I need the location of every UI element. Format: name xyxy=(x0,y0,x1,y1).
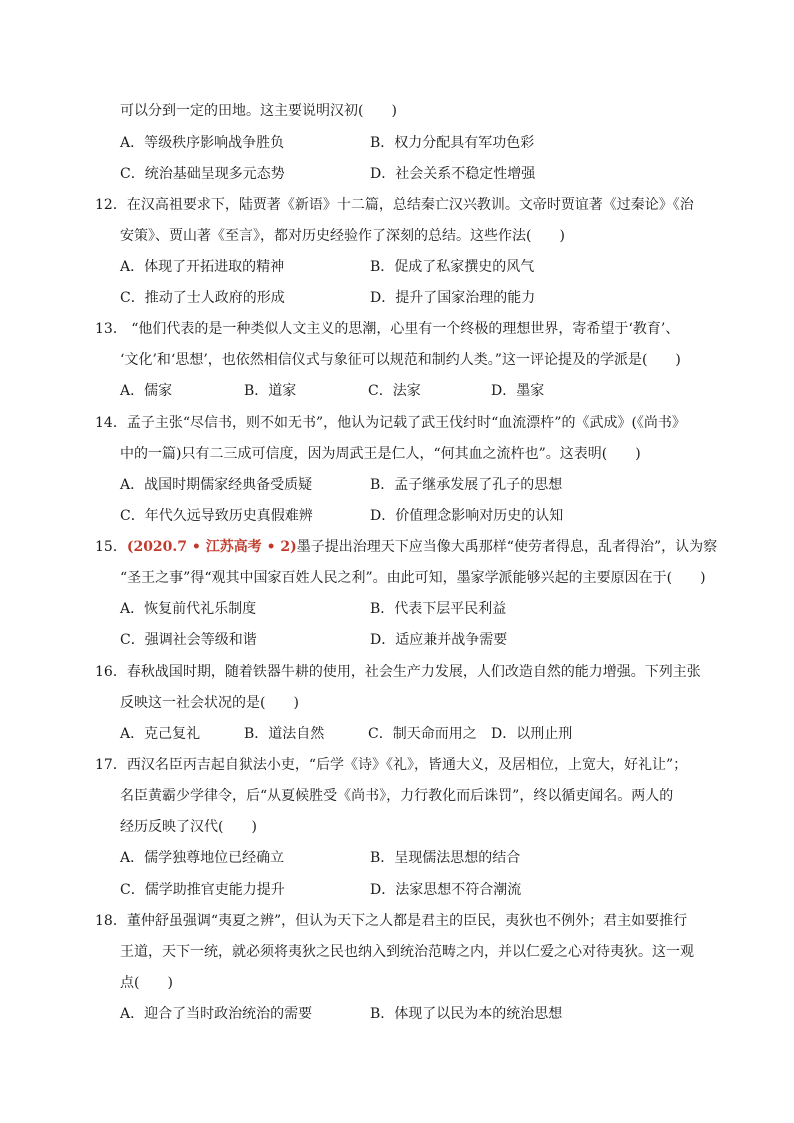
option-d: D．价值理念影响对历史的认知 xyxy=(370,508,564,524)
question-12-stem: 安策》、贾山著《至言》，都对历史经验作了深刻的总结。这些作法( ) xyxy=(120,228,565,244)
question-14-stem: 中的一篇)只有二三成可信度，因为周武王是仁人，“何其血之流杵也”。这表明( ) xyxy=(120,446,641,462)
option-b: B．道法自然 xyxy=(244,726,325,742)
question-18-stem: 王道，天下一统，就必须将夷狄之民也纳入到统治范畴之内，并以仁爱之心对待夷狄。这一观 xyxy=(120,944,694,960)
option-c: C．制天命而用之 xyxy=(368,726,477,742)
option-b: B．权力分配具有军功色彩 xyxy=(370,135,535,151)
question-15-stem: “圣王之事”得“观其中国家百姓人民之利”。由此可知，墨家学派能够兴起的主要原因在于( ) xyxy=(120,570,706,586)
option-a: A．体现了开拓进取的精神 xyxy=(120,259,285,275)
option-d: D．社会关系不稳定性增强 xyxy=(370,166,536,182)
question-16-stem: 16．春秋战国时期，随着铁器牛耕的使用，社会生产力发展，人们改造自然的能力增强。下列主张 xyxy=(95,664,701,680)
question-16-stem: 反映这一社会状况的是( ) xyxy=(120,695,299,711)
option-c: C．法家 xyxy=(368,383,421,399)
option-a: A．恢复前代礼乐制度 xyxy=(120,601,257,617)
option-d: D．以刑止刑 xyxy=(491,726,573,742)
option-d: D．墨家 xyxy=(491,383,545,399)
option-a: A．克己复礼 xyxy=(120,726,201,742)
question-17-stem: 17．西汉名臣丙吉起自狱法小吏，“后学《诗》《礼》，皆通大义，及居相位，上宽大，好礼让”； xyxy=(95,757,688,773)
question-18-stem: 18．董仲舒虽强调“夷夏之辨”，但认为天下之人都是君主的臣民，夷狄也不例外；君主如要推行 xyxy=(95,913,688,929)
option-c: C．年代久远导致历史真假难辨 xyxy=(120,508,313,524)
option-a: A．迎合了当时政治统治的需要 xyxy=(120,1006,313,1022)
option-d: D．法家思想不符合潮流 xyxy=(370,882,522,898)
option-d: D．提升了国家治理的能力 xyxy=(370,290,536,306)
question-15-stem xyxy=(95,537,717,557)
option-b: B．呈现儒法思想的结合 xyxy=(370,850,521,866)
option-a: A．儒学独尊地位已经确立 xyxy=(120,850,285,866)
option-a: A．战国时期儒家经典备受质疑 xyxy=(120,477,313,493)
question-fragment-line: 可以分到一定的田地。这主要说明汉初( ) xyxy=(120,103,397,119)
source-tag: (2020.7 • 江苏高考 • 2) xyxy=(126,539,297,555)
question-13-stem: 13． “他们代表的是一种类似人文主义的思潮，心里有一个终极的理想世界，寄希望于‘教育’、 xyxy=(95,321,680,337)
question-17-stem: 经历反映了汉代( ) xyxy=(120,819,257,835)
question-15-stem-text: 墨子提出治理天下应当像大禹那样“使劳者得息，乱者得治”，认为察 xyxy=(296,539,718,555)
option-c: C．统治基础呈现多元态势 xyxy=(120,166,285,182)
option-c: C．儒学助推官吏能力提升 xyxy=(120,882,285,898)
option-a: A．等级秩序影响战争胜负 xyxy=(120,135,285,151)
question-13-stem: ‘文化’和‘思想’，也依然相信仪式与象征可以规范和制约人类。”这一评论提及的学派是( ) xyxy=(120,352,681,368)
option-b: B．代表下层平民利益 xyxy=(370,601,507,617)
option-b: B．孟子继承发展了孔子的思想 xyxy=(370,477,563,493)
question-17-stem: 名臣黄霸少学律令，后“从夏候胜受《尚书》，力行教化而后诛罚”，终以循吏闻名。两人的 xyxy=(120,788,674,804)
question-12-stem: 12．在汉高祖要求下，陆贾著《新语》十二篇，总结秦亡汉兴教训。文帝时贾谊著《过秦论》《治 xyxy=(95,197,694,213)
question-18-stem: 点( ) xyxy=(120,975,173,991)
option-b: B．体现了以民为本的统治思想 xyxy=(370,1006,563,1022)
option-d: D．适应兼并战争需要 xyxy=(370,632,508,648)
option-a: A．儒家 xyxy=(120,383,173,399)
option-b: B．促成了私家撰史的风气 xyxy=(370,259,535,275)
option-c: C．推动了士人政府的形成 xyxy=(120,290,285,306)
question-number: 15． xyxy=(95,539,127,555)
option-c: C．强调社会等级和谐 xyxy=(120,632,257,648)
option-b: B．道家 xyxy=(244,383,297,399)
question-14-stem: 14．孟子主张“尽信书，则不如无书”，他认为记载了武王伐纣时“血流漂杵”的《武成》(《尚书》 xyxy=(95,415,686,431)
